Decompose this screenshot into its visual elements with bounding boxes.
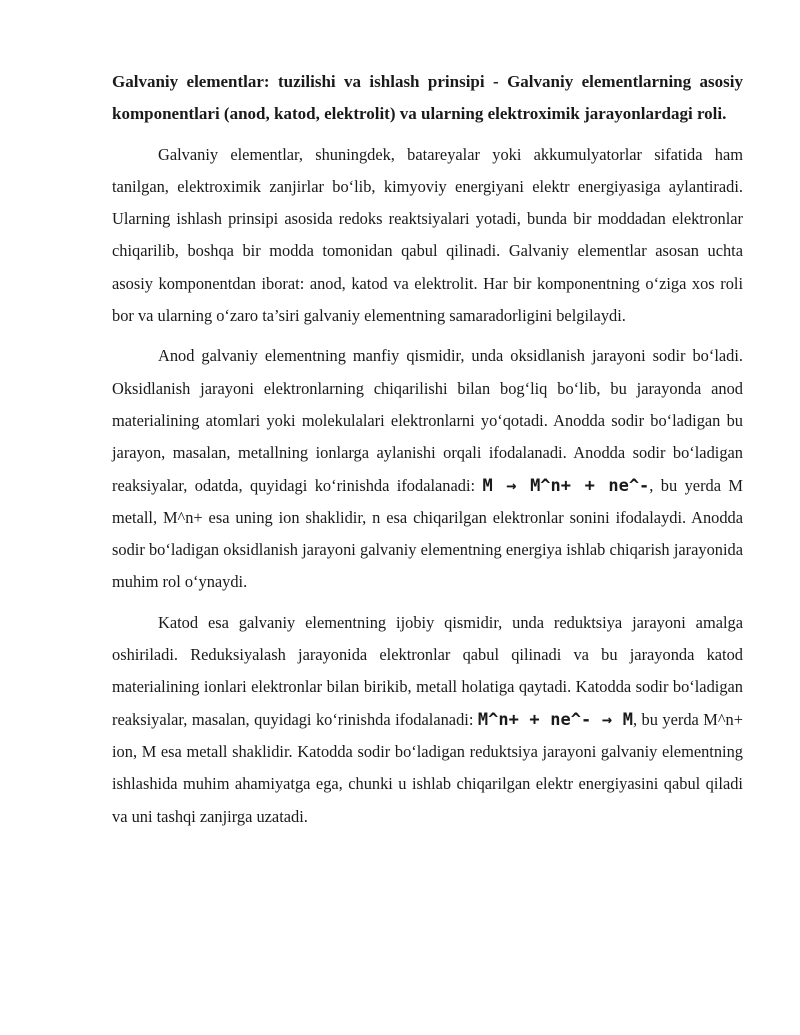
paragraph-anode-text-before: Anod galvaniy elementning manfiy qismidir, unda oksidlanish jarayoni sodir bo‘ladi. Oksidlanish jarayoni elektronlarning chiqarilishi bilan bog‘liq bo‘lib, bu jarayonda anod materialining atomlari yoki molekulalari elektronlarni yo‘qotadi. Anodda sodir bo‘ladigan bu jarayon, masalan, metallning ionlarga aylanishi orqali ifodalanadi. Anodda sodir bo‘ladigan reaksiyalar, odatda, quyidagi ko‘rinishda ifodalanadi: [112,346,743,495]
paragraph-anode-text-after: , bu yerda M metall, M^n+ esa uning ion shaklidir, n esa chiqarilgan elektronlar sonini ifodalaydi. Anodda sodir bo‘ladigan oksidlanish jarayoni galvaniy elementning energiya ishlab chiqarish jarayonida muhim rol o‘ynaydi. [112,475,743,592]
anode-reaction-formula: M → M^n+ + ne^- [482,475,650,496]
document-title: Galvaniy elementlar: tuzilishi va ishlash prinsipi - Galvaniy elementlarning asosiy komponentlari (anod, katod, elektrolit) va ularning elektroximik jarayonlardagi roli. [112,72,743,124]
paragraph-cathode-text-before: Katod esa galvaniy elementning ijobiy qismidir, unda reduktsiya jarayoni amalga oshiriladi. Reduksiyalash jarayonida elektronlar qabul qilinadi va bu jarayonda katod materialining ionlari elektronlar bilan birikib, metall holatiga qaytadi. Katodda sodir bo‘ladigan reaksiyalar, masalan, quyidagi ko‘rinishda ifodalanadi: [112,612,743,729]
paragraph-cathode [112,607,743,833]
paragraph-cathode-text-after: , bu yerda M^n+ ion, M esa metall shaklidir. Katodda sodir bo‘ladigan reduktsiya jarayoni galvaniy elementning ishlashida muhim ahamiyatga ega, chunki u ishlab chiqarilgan elektr energiyasini qabul qiladi va uni tashqi zanjirga uzatadi. [112,709,743,826]
paragraph-anode [112,340,743,598]
cathode-reaction-formula: M^n+ + ne^- → M [477,709,633,730]
paragraph-intro: Galvaniy elementlar, shuningdek, batareyalar yoki akkumulyatorlar sifatida ham tanilgan, elektroximik zanjirlar bo‘lib, kimyoviy energiyani elektr energiyasiga aylantiradi. Ularning ishlash prinsipi asosida redoks reaktsiyalari yotadi, bunda bir moddadan elektronlar chiqarilib, boshqa bir modda tomonidan qabul qilinadi. Galvaniy elementlar asosan uchta asosiy komponentdan iborat: anod, katod va elektrolit. Har bir komponentning o‘ziga xos roli bor va ularning o‘zaro ta’siri galvaniy elementning samaradorligini belgilaydi. [112,144,743,326]
